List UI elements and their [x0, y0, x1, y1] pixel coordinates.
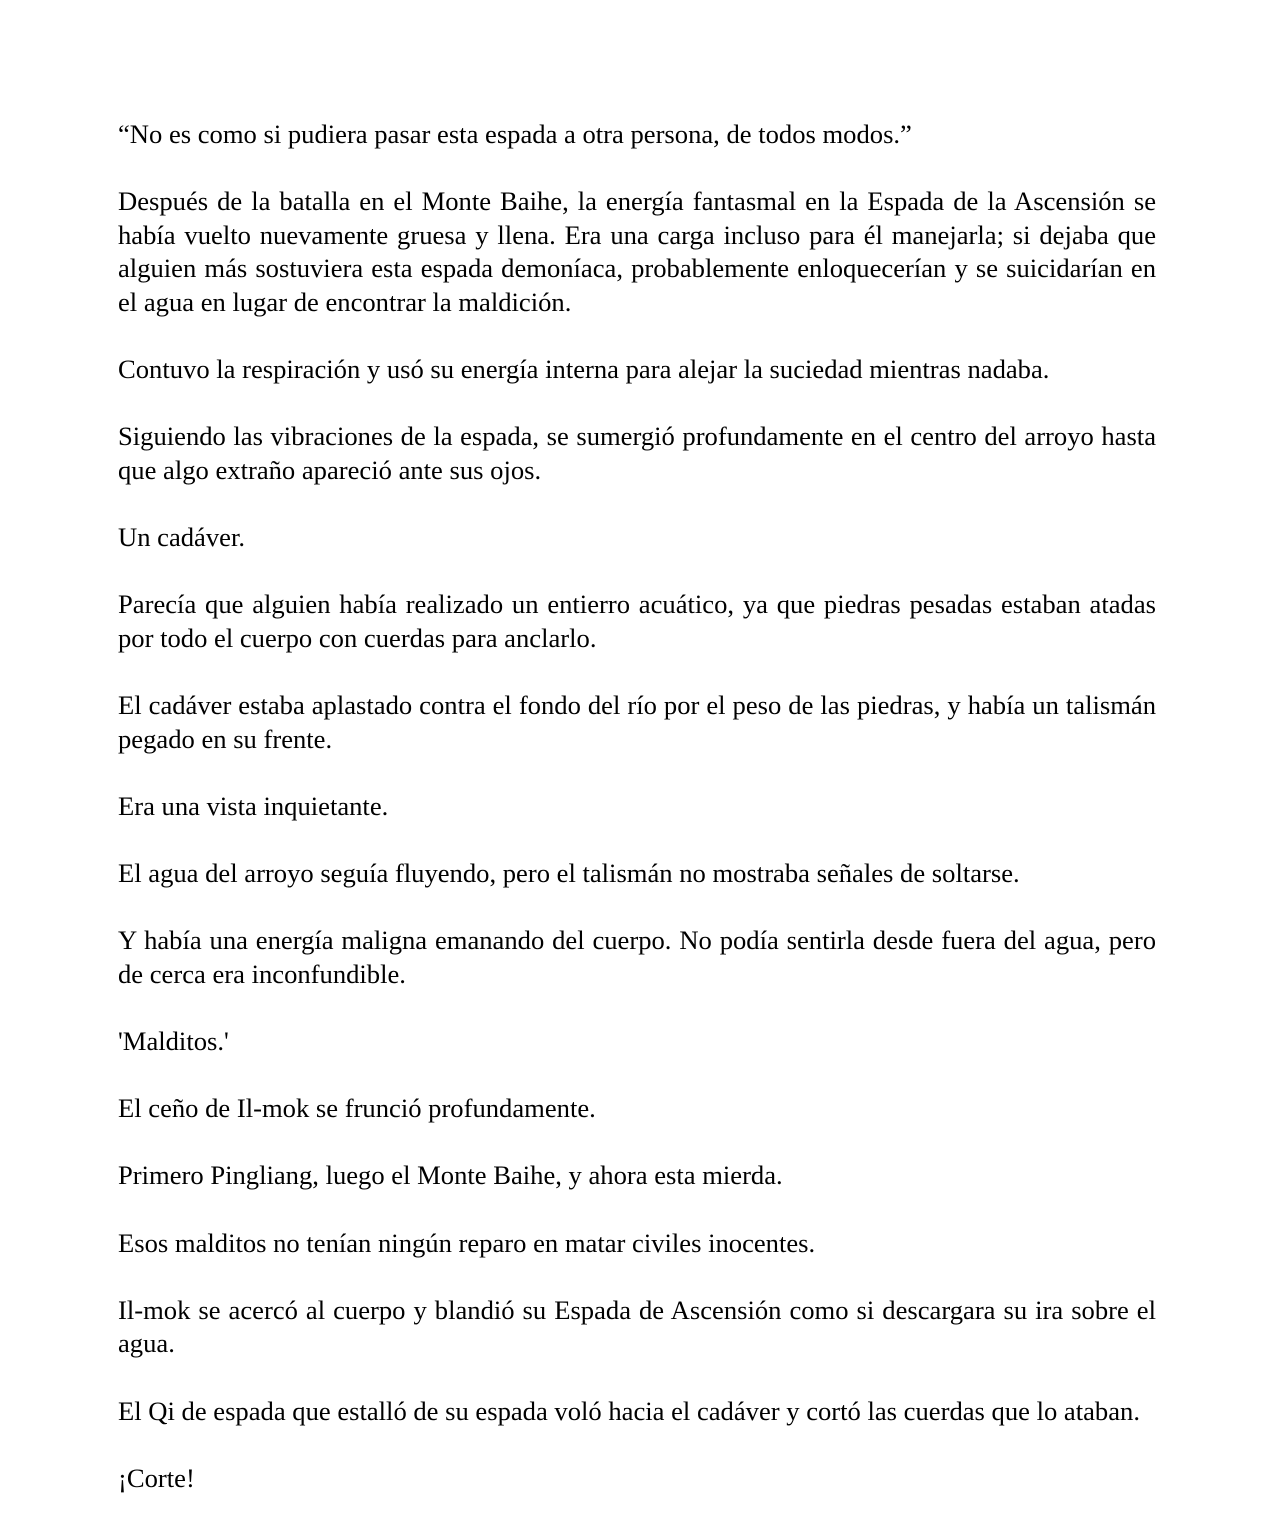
paragraph-17: ¡Corte!: [118, 1462, 195, 1493]
paragraph-9: El agua del arroyo seguía fluyendo, pero el talismán no mostraba señales de soltarse.: [118, 858, 1020, 889]
document-page: [118, 118, 1156, 1529]
paragraph-16: El Qi de espada que estalló de su espada voló hacia el cadáver y cortó las cuerdas que lo ataban.: [118, 1395, 1140, 1426]
paragraph-11: 'Malditos.': [118, 1026, 229, 1057]
paragraph-3: Contuvo la respiración y usó su energía interna para alejar la suciedad mientras nadaba.: [118, 354, 1050, 385]
paragraph-6: Parecía que alguien había realizado un entierro acuático, ya que piedras pesadas estaban atadas por todo el cuerpo con cuerdas para anclarlo.: [118, 589, 1156, 653]
paragraph-10: Y había una energía maligna emanando del cuerpo. No podía sentirla desde fuera del agua, pero de cerca era inconfundible.: [118, 925, 1156, 989]
paragraph-1: “No es como si pudiera pasar esta espada a otra persona, de todos modos.”: [118, 119, 912, 149]
paragraph-12: El ceño de Il-mok se frunció profundamente.: [118, 1093, 596, 1124]
paragraph-13: Primero Pingliang, luego el Monte Baihe, y ahora esta mierda.: [118, 1160, 783, 1191]
paragraph-5: Un cadáver.: [118, 522, 245, 553]
paragraph-8: Era una vista inquietante.: [118, 790, 389, 821]
paragraph-15: Il-mok se acercó al cuerpo y blandió su Espada de Ascensión como si descargara su ira sobre el agua.: [118, 1294, 1156, 1359]
paragraph-14: Esos malditos no tenían ningún reparo en matar civiles inocentes.: [118, 1227, 816, 1258]
paragraph-2: Después de la batalla en el Monte Baihe, la energía fantasmal en la Espada de la Ascensión se había vuelto nuevamente gruesa y llena. Era una carga incluso para él manejarla; si dejaba que alguien más sostuviera esta espada demoníaca, probablemente enloquecerían y se suicidarían en el agua en lugar de encontrar la maldición.: [118, 186, 1156, 317]
paragraph-4: Siguiendo las vibraciones de la espada, se sumergió profundamente en el centro del arroyo hasta que algo extraño apareció ante sus ojos.: [118, 421, 1156, 485]
paragraph-7: El cadáver estaba aplastado contra el fondo del río por el peso de las piedras, y había un talismán pegado en su frente.: [118, 690, 1156, 754]
